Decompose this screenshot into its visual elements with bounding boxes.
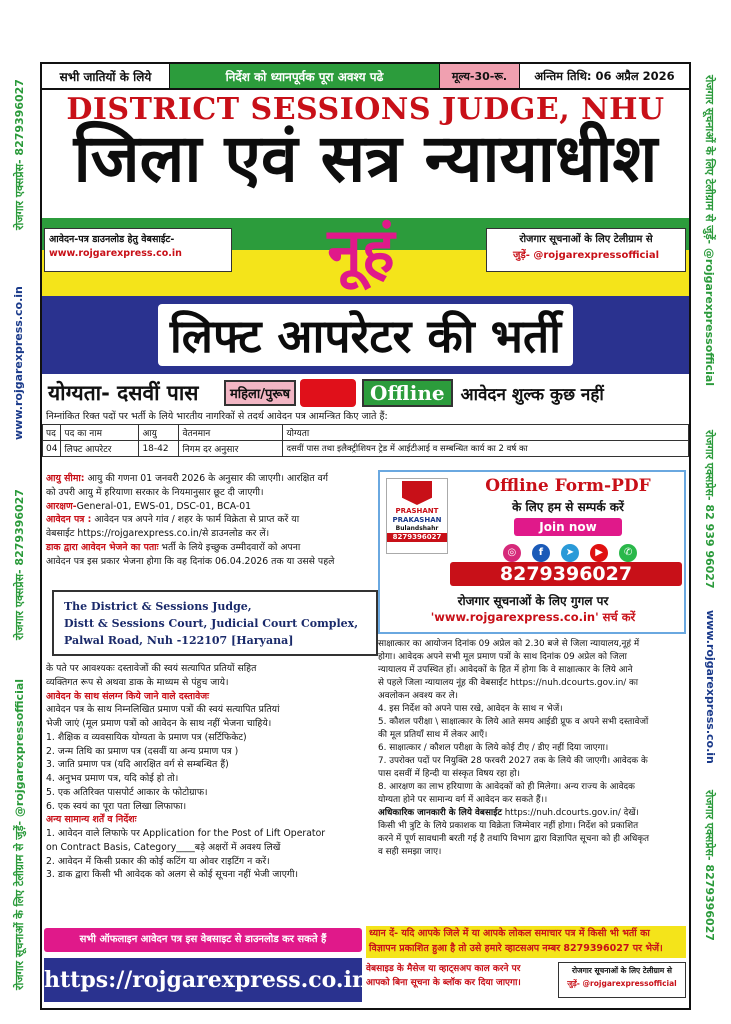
table-header: पद का नाम (61, 425, 139, 441)
list-item: की मूल प्रतियाँ साथ में लेकर आएँ। (378, 730, 488, 741)
para: भेजी जाएं (मूल प्रमाण पत्रों को आवेदन के साथ नहीं भेजना चाहिये। (46, 718, 272, 729)
table-row (43, 441, 689, 457)
whatsapp-icon[interactable]: ✆ (619, 544, 637, 562)
intro-text: निम्नांकित रिक्त पदों पर भर्ती के लिये भारतीय नागरिकों से तदर्थ आवेदन पत्र आमन्त्रित किए जाते हैं: (46, 411, 388, 422)
fee-label: आवेदन शुल्क कुछ नहीं (460, 384, 604, 405)
qualification-label: योग्यता- दसवीं पास (48, 381, 199, 405)
posts-table (42, 424, 689, 457)
bottom-section (42, 922, 689, 1010)
logo-phone: 8279396027 (387, 533, 447, 542)
para: व सही समझा जाए। (378, 847, 442, 858)
address-line: Distt & Sessions Court, Judicial Court Complex, (64, 617, 359, 631)
form-text: आवेदन पत्र अपने गांव / शहर के फार्म विक्रेता से प्राप्त करें या (91, 514, 300, 526)
more-info-label: अधिकारिक जानकारी के लिये वेबसाईट (378, 808, 502, 819)
notice-line: विज्ञापन प्रकाशित हुआ है तो उसे हमारे व्हाटसअप नम्बर 8279396027 पर भेजें। (369, 943, 663, 955)
para: व्यक्तिगत रूप से अथवा डाक के माध्यम से पंहुच जाये। (46, 676, 229, 688)
download-banner: सभी ऑफलाइन आवेदन पत्र इस वेबसाइट से डाउनलोड कर सकते हैं (44, 928, 362, 952)
price-label: मूल्य-30-रू. (440, 64, 520, 90)
side-text-right-telegram: रोजगार सूचनाओं के लिए टेलीग्राम से जुड़ें- @rojgarexpressofficial (703, 75, 716, 387)
warning-line: वेबसाइड के मैसेज या व्हाट्सअप काल करने पर (366, 964, 521, 974)
list-item: पास दसवीं में हिन्दी या संस्कृत विषय रहा हो। (378, 769, 520, 780)
address-box (52, 590, 378, 656)
list-item: 6. साक्षात्कार / कौशल परीक्षा के लिये कोई टीए / डीए नहीं दिया जाएगा। (378, 743, 609, 754)
para: होगा। आवेदक अपने सभी मूल प्रमाण पत्रों के साथ दिनांक 09 अप्रेल को जिला (378, 652, 627, 663)
post-title-band (42, 296, 689, 374)
district-name: नूहं (327, 214, 395, 287)
side-text-left-phone: रोजगार एक्सप्रेस- 8279396027 (13, 489, 26, 640)
list-item: 3. जाति प्रमाण पत्र (यदि आरक्षित वर्ग से सम्बन्धित हैं) (46, 759, 229, 771)
table-cell: 04 (43, 441, 61, 457)
side-text-left-top: रोजगार एक्सप्रेस- 8279396027 (13, 79, 26, 230)
table-cell: निगम दर अनुसार (179, 441, 283, 457)
post-title: लिफ्ट आपरेटर की भर्ती (158, 304, 573, 366)
ad-google-line: रोजगार सूचनाओं के लिए गुगल पर (457, 594, 609, 608)
list-item: 2. आवेदन में किसी प्रकार की कोई कटिंग या ओवर राइटिंग न करें। (46, 855, 270, 867)
logo-line: PRAKASHAN (392, 516, 442, 525)
form-text-2: वेबसाईट https://rojgarexpress.co.in/से डाउनलोड कर लें। (46, 528, 270, 539)
more-info-url[interactable]: https://nuh.dcourts.gov.in/ देखें। (501, 808, 639, 819)
qualification-row (42, 376, 689, 410)
para: के पते पर आवश्यकः दस्तावेजों की स्वयं सत्यापित प्रतियों सहित (46, 663, 257, 674)
address-line: The District & Sessions Judge, (64, 600, 252, 613)
side-text-right-url: www.rojgarexpress.co.in (704, 610, 717, 764)
para: अवलोकन अवश्य कर ले। (378, 691, 458, 702)
facebook-icon[interactable]: f (532, 544, 550, 562)
ad-title: Offline Form-PDF (485, 476, 651, 496)
docs-heading: आवेदन के साथ संलग्न किये जाने वाले दस्तावेजः (46, 690, 210, 702)
list-item: 6. एक स्वयं का पूरा पता लिखा लिफाफा। (46, 800, 187, 812)
gender-badge: महिला/पुरूष (224, 380, 296, 406)
top-strip (42, 64, 689, 90)
ad-subtitle: के लिए हम से सम्पर्क करें (512, 500, 624, 514)
youtube-icon[interactable]: ▶ (590, 544, 608, 562)
reservation-text: General-01, EWS-01, DSC-01, BCA-01 (76, 500, 252, 512)
telegram-handle[interactable]: जुड़ें- @rojgarexpressofficial (512, 250, 660, 261)
telegram-info-box (486, 228, 686, 272)
instagram-icon[interactable]: ◎ (503, 544, 521, 562)
list-item: on Contract Basis, Category____बड़े अक्षरों में अवश्य लिखें (46, 841, 281, 853)
address-line: Palwal Road, Nuh -122107 [Haryana] (64, 634, 294, 648)
telegram-icon[interactable]: ➤ (561, 544, 579, 562)
age-label: आयु सीमा: (46, 473, 85, 484)
instruction-label: निर्देश को ध्यानपूर्वक पूरा अवश्य पढे (170, 64, 440, 90)
table-header: योग्यता (283, 425, 689, 441)
all-castes-label: सभी जातियों के लिये (42, 64, 170, 90)
warning-line: आपको बिना सूचना के ब्लॉक कर दिया जाएगा। (366, 978, 521, 989)
logo-line: PRASHANT (395, 507, 439, 515)
details-left (46, 472, 376, 568)
book-icon (402, 481, 432, 505)
para: साक्षात्कार का आयोजन दिनांक 09 अप्रेल को 2.30 बजे से जिला न्यायालय,नूहं में (378, 639, 640, 649)
red-marker (300, 379, 356, 407)
table-cell: दसवीं पास तथा इलैक्ट्रीशियन ट्रेड में आईटीआई व सम्बन्धित कार्य का 2 वर्ष का (283, 441, 689, 457)
offline-badge: Offline (362, 379, 453, 407)
social-icons (470, 540, 670, 562)
telegram-bottom-box (558, 962, 686, 998)
list-item: 5. कौशल परीक्षा \ साक्षात्कार के लिये आते समय आईडी प्रूफ व अपने सभी दस्तावेजों (378, 717, 649, 728)
post-send-text: भर्ती के लिये इच्छुक उम्मीदवारों को अपना (158, 541, 301, 553)
download-info-box (44, 228, 232, 272)
download-label: आवेदन-पत्र डाउनलोड हेतु वेबसाईट- (49, 234, 175, 245)
table-header-row (43, 425, 689, 441)
telegram-handle[interactable]: जुड़ें- @rojgarexpressofficial (567, 978, 677, 988)
notice-line: ध्यान दें- यदि आपके जिले में या आपके लोकल समाचार पत्र में किसी भी भर्ती का (369, 928, 650, 939)
right-column (378, 638, 686, 859)
notice-box (366, 926, 686, 958)
age-text-2: को उपरी आयु में हरियाणा सरकार के नियमानुसार छूट दी जाएगी। (46, 486, 264, 498)
side-text-left-url: www.rojgarexpress.co.in (12, 286, 25, 440)
side-text-left-telegram: रोजगार सूचनाओं के लिए टेलीग्राम से जुड़ें- @rojgarexpressofficial (13, 678, 26, 990)
list-item: 2. जन्म तिथि का प्रमाण पत्र (दसवीं या अन्य प्रमाण पत्र ) (46, 745, 239, 757)
telegram-label: रोजगार सूचनाओं के लिए टेलीग्राम से (519, 234, 653, 245)
table-header: वेतनमान (179, 425, 283, 441)
side-text-right-bottom: रोजगार एक्सप्रेस- 8279396027 (703, 790, 716, 941)
logo-line: Bulandshahr (395, 525, 439, 533)
post-send-label: डाक द्वारा आवेदन भेजने का पताः (46, 541, 159, 553)
last-date-label: अन्तिम तिथि: 06 अप्रैल 2026 (520, 64, 689, 90)
block-warning (366, 962, 556, 991)
offline-form-ad (378, 470, 686, 634)
publisher-logo (386, 478, 448, 554)
english-title: DISTRICT SESSIONS JUDGE, NHU (66, 92, 665, 127)
list-item: योग्यता होने पर सामान्य वर्ग में आवेदन कर सकते हैं।। (378, 795, 548, 806)
para: किसी भी त्रुटि के लिये प्रकाशक या विक्रेता जिम्मेवार नहीं होगा। निर्देश को प्रकाशित (378, 821, 639, 832)
table-header: आयु (139, 425, 179, 441)
para: आवेदन पत्र के साथ निम्नलिखित प्रमाण पत्रों की स्वयं सत्यापित प्रतियां (46, 704, 280, 716)
list-item: 7. उपरोक्त पदों पर नियुक्ति 28 फरवरी 2027 तक के लिये की जाएगी। आवेदक के (378, 756, 648, 767)
form-label: आवेदन पत्र : (46, 514, 92, 526)
list-item: 3. डाक द्वारा किसी भी आवेदक को अलग से कोई सूचना नहीं भेजी जाएगी। (46, 869, 299, 881)
hindi-title: जिला एवं सत्र न्यायाधीश (73, 120, 658, 197)
list-item: 8. आरक्षण का लाभ हरियाणा के आवेदकों को ही मिलेगा। अन्य राज्य के आवेदक (378, 782, 635, 793)
list-item: 4. अनुभव प्रमाण पत्र, यदि कोई हो तो। (46, 773, 179, 784)
general-heading: अन्य सामान्य शर्तें व निर्देशः (46, 814, 137, 826)
ad-phone[interactable]: 8279396027 (450, 562, 682, 586)
download-url-link[interactable]: www.rojgarexpress.co.in (49, 248, 182, 260)
list-item: 5. एक अतिरिक्त पासपोर्ट आकार के फोटोग्राफ। (46, 786, 208, 798)
website-link[interactable]: https://rojgarexpress.co.in (44, 958, 362, 1002)
table-cell: 18-42 (139, 441, 179, 457)
ad-search-line: 'www.rojgarexpress.co.in' सर्च करें (430, 610, 636, 624)
left-column (46, 662, 376, 882)
list-item: 1. आवेदन वाले लिफाफे पर Application for the Post of Lift Operator (46, 828, 326, 839)
table-cell: लिफ्ट आपरेटर (61, 441, 139, 457)
join-now-button[interactable]: Join now (514, 518, 622, 536)
age-text: आयु की गणना 01 जनवरी 2026 के अनुसार की जाएगी। आरक्षित वर्ग (84, 473, 329, 484)
para: करने में पूर्ण सावधानी बरती गई है तथापि विभाग द्वारा विज्ञापित सूचना को ही अधिकृत (378, 834, 650, 845)
side-text-right-phone: रोजगार एक्सप्रेस- 82 939 96027 (703, 430, 716, 589)
table-header: पद (43, 425, 61, 441)
para: न्यायालय में उपस्थित हों। आवेदकों के हित में होगा कि वे साक्षात्कार के लिये आने (378, 665, 633, 676)
para: से पहले जिला न्यायालय नूंह की वेबसाईट https://nuh.dcourts.gov.in/ का (378, 678, 639, 689)
post-send-text-2: आवेदन पत्र इस प्रकार भेजना होगा कि वह दिनांक 06.04.2026 तक या उससे पहले (46, 555, 335, 567)
telegram-line: रोजगार सूचनाओं के लिए टेलीग्राम से (572, 966, 672, 975)
list-item: 1. शैक्षिक व व्यवसायिक योग्यता के प्रमाण पत्र (सर्टिफिकेट) (46, 731, 247, 743)
reservation-label: आरक्षण- (46, 500, 77, 512)
list-item: 4. इस निर्देश को अपने पास रखे, आवेदन के साथ न भेजें। (378, 704, 563, 715)
